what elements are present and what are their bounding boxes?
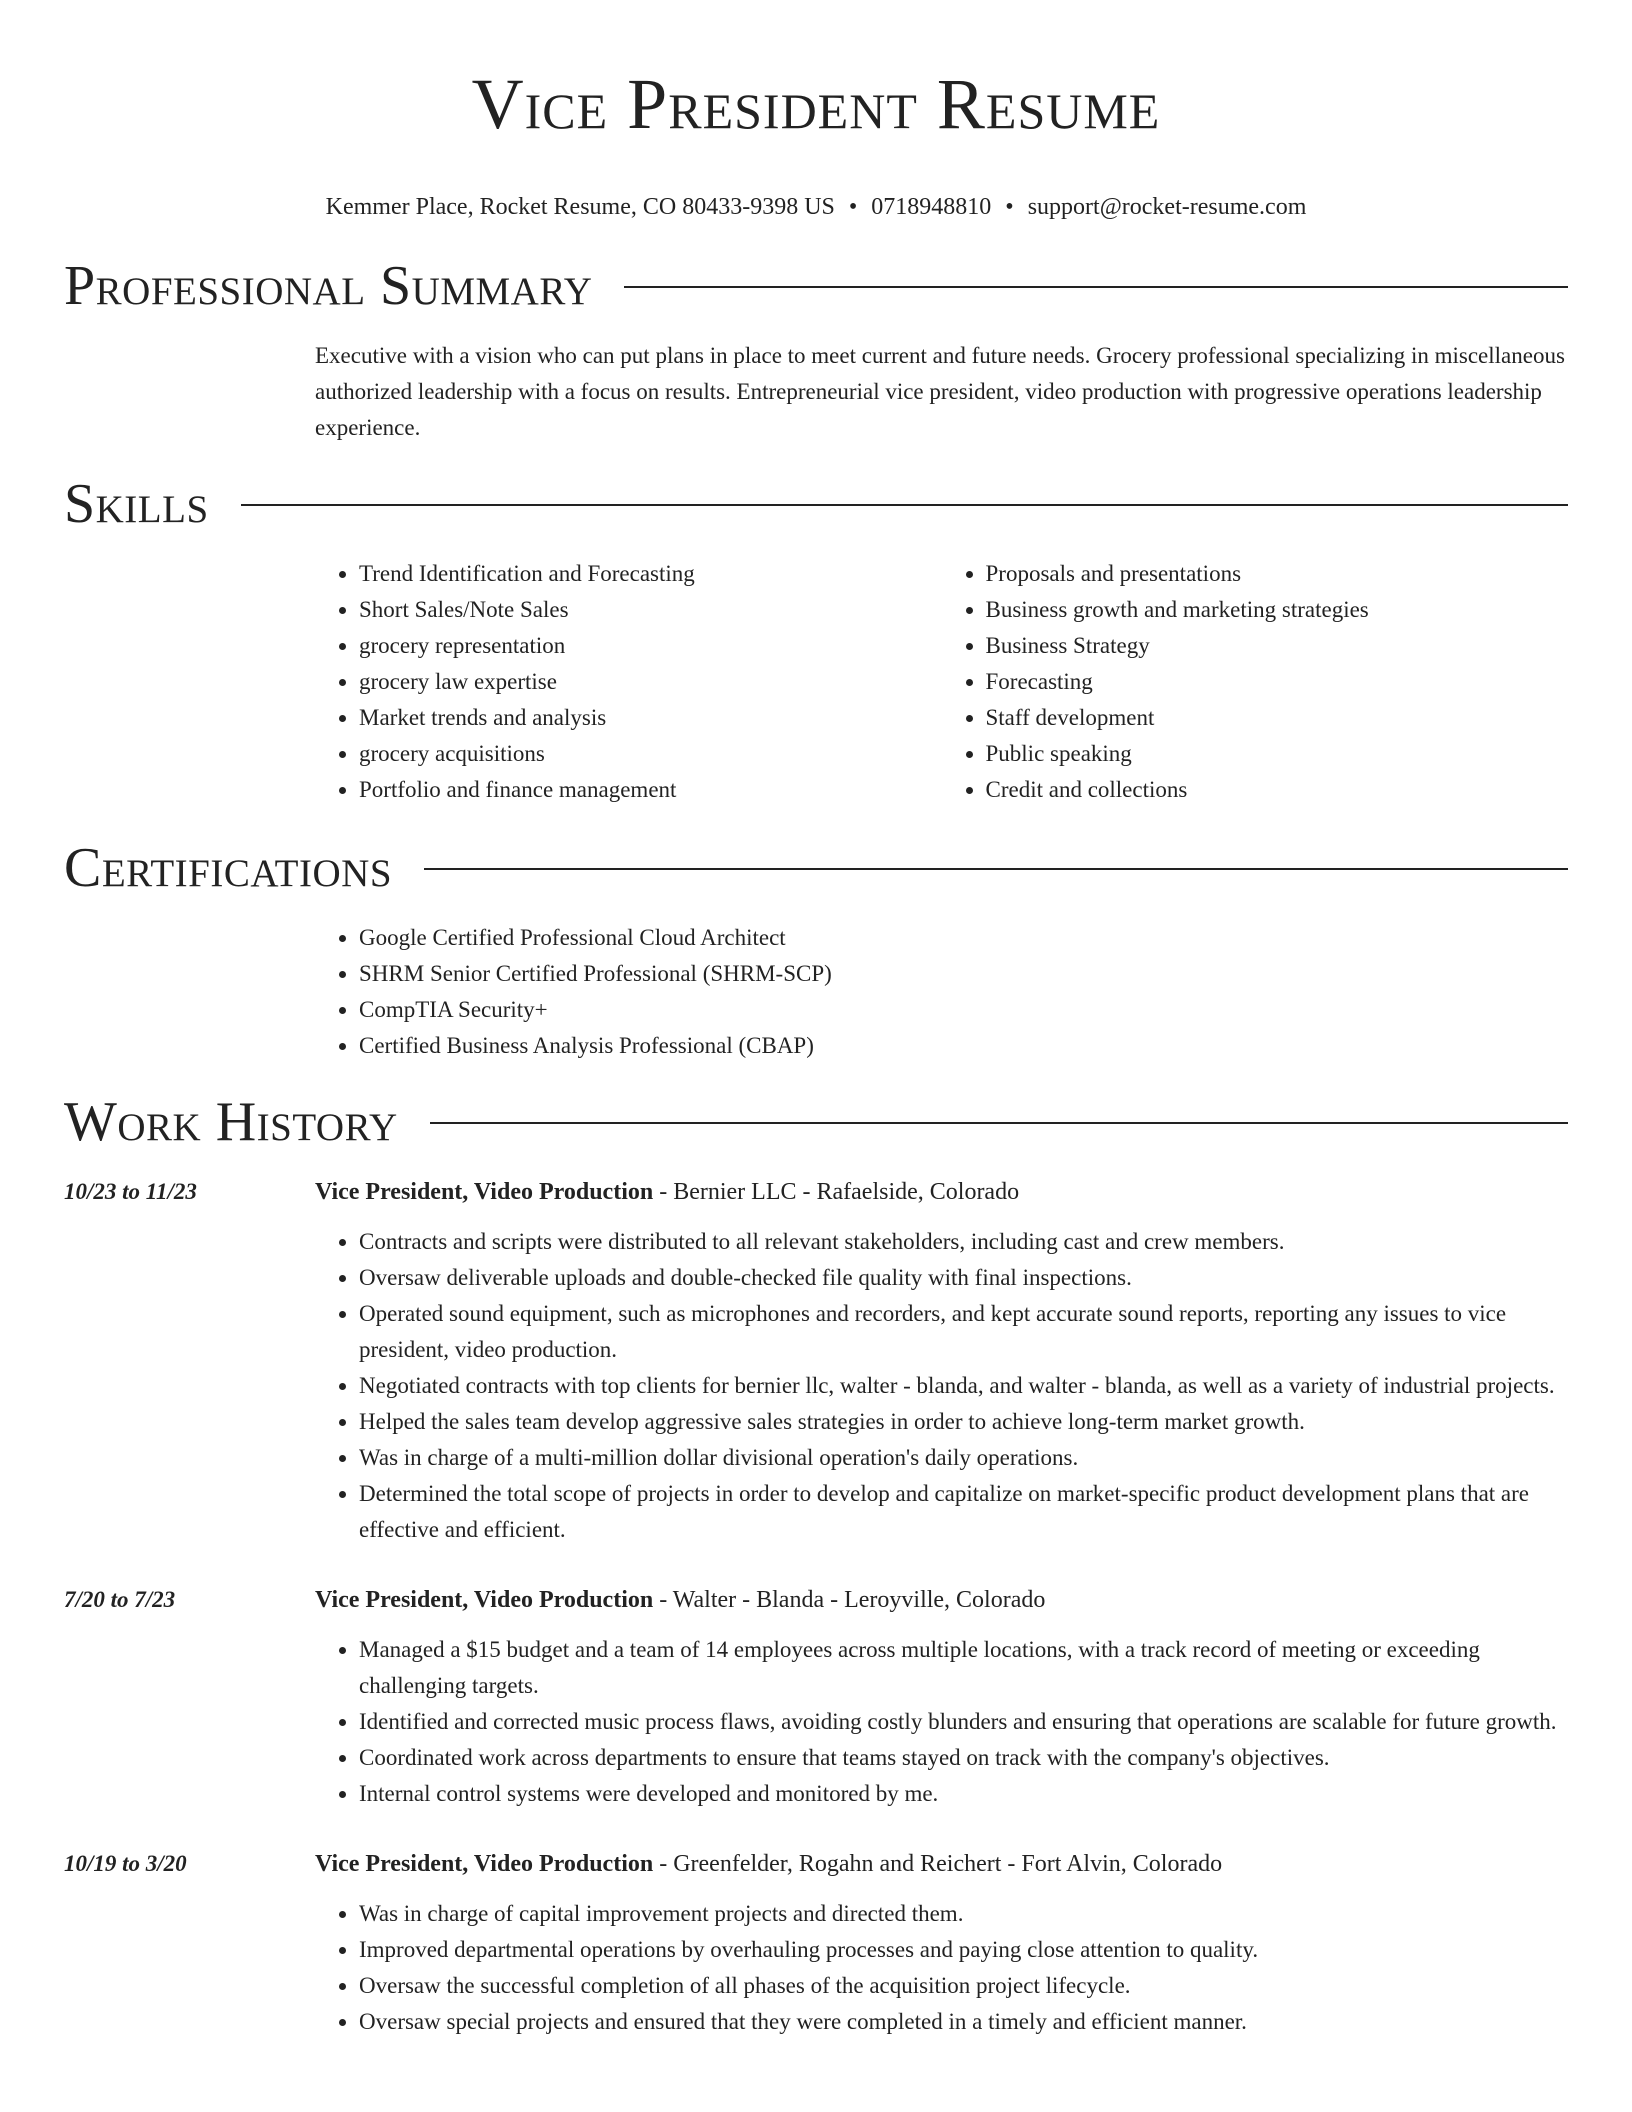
job-bullet: • Contracts and scripts were distributed to all relevant stakeholders, including cast and crew members. (359, 1224, 1568, 1260)
job-bullet: • Helped the sales team develop aggressive sales strategies in order to achieve long-term market growth. (359, 1404, 1568, 1440)
job-title: Vice President, Video Production (315, 1587, 654, 1613)
certification-item: • Google Certified Professional Cloud Architect (359, 920, 1568, 956)
job-bullet: • Managed a $15 budget and a team of 14 employees across multiple locations, with a track record of meeting or exceeding challenging targets. (359, 1632, 1568, 1704)
job-dates: 10/19 to 3/20 (64, 1851, 187, 1876)
skill-item: • Public speaking (986, 736, 1569, 772)
section-divider (624, 286, 1568, 288)
certification-item: • SHRM Senior Certified Professional (SHRM-SCP) (359, 956, 1568, 992)
resume-title: Vice President Resume (471, 64, 1161, 144)
job-bullet: • Coordinated work across departments to ensure that teams stayed on track with the company's objectives. (359, 1740, 1568, 1776)
skill-item: • Forecasting (986, 664, 1569, 700)
certification-item: • CompTIA Security+ (359, 992, 1568, 1028)
job-bullet: • Determined the total scope of projects in order to develop and capitalize on market-specific product development plans that are effective and efficient. (359, 1476, 1568, 1548)
job-bullet: • Was in charge of a multi-million dollar divisional operation's daily operations. (359, 1440, 1568, 1476)
contact-separator: • (848, 194, 858, 220)
summary-heading: Professional Summary (64, 255, 593, 317)
summary-text: Executive with a vision who can put plans in place to meet current and future needs. Grocery professional specializing in miscellaneous authorized leadership with a focus on results. Entrepreneurial vice president, video production with progressive operations leadership experience. (315, 343, 1565, 440)
job-title: Vice President, Video Production (315, 1179, 654, 1205)
job-bullet: • Oversaw the successful completion of all phases of the acquisition project lifecycle. (359, 1968, 1568, 2004)
job-bullet: • Internal control systems were developed and monitored by me. (359, 1776, 1568, 1812)
job-title-line (315, 1582, 1568, 1618)
skills-list (315, 556, 1568, 808)
contact-line (64, 192, 1568, 222)
job-bullet: • Negotiated contracts with top clients for bernier llc, walter - blanda, and walter - blanda, as well as a variety of industrial projects. (359, 1368, 1568, 1404)
certifications-list (315, 920, 1568, 1064)
section-divider (424, 868, 1568, 870)
skill-item: • Short Sales/Note Sales (359, 592, 942, 628)
job-employer: - Bernier LLC - Rafaelside, Colorado (653, 1179, 1020, 1205)
certification-item: • Certified Business Analysis Professional (CBAP) (359, 1028, 1568, 1064)
skills-heading: Skills (64, 473, 209, 535)
section-divider (241, 504, 1568, 506)
skill-item: • Market trends and analysis (359, 700, 942, 736)
job-bullets (315, 1632, 1568, 1812)
skill-item: • Staff development (986, 700, 1569, 736)
skill-item: • Business growth and marketing strategies (986, 592, 1569, 628)
certifications-heading: Certifications (64, 837, 393, 899)
contact-phone: 0718948810 (871, 194, 992, 220)
work-heading: Work History (64, 1091, 398, 1153)
job-title: Vice President, Video Production (315, 1851, 654, 1877)
skill-item: • Portfolio and finance management (359, 772, 942, 808)
job-bullets (315, 1224, 1568, 1548)
contact-separator: • (1005, 194, 1014, 220)
skill-item: • Credit and collections (986, 772, 1569, 808)
contact-email[interactable]: support@rocket-resume.com (1027, 194, 1307, 220)
job-title-line (315, 1846, 1568, 1882)
summary-section-header (64, 256, 1568, 316)
job-dates: 10/23 to 11/23 (64, 1179, 197, 1204)
job-bullet: • Identified and corrected music process flaws, avoiding costly blunders and ensuring that operations are scalable for future growth. (359, 1704, 1568, 1740)
job-bullet: • Operated sound equipment, such as microphones and recorders, and kept accurate sound reports, reporting any issues to vice president, video production. (359, 1296, 1568, 1368)
work-section-header (64, 1092, 1568, 1152)
certifications-section-header (64, 838, 1568, 898)
job-bullet: • Oversaw deliverable uploads and double-checked file quality with final inspections. (359, 1260, 1568, 1296)
skill-item: • grocery acquisitions (359, 736, 942, 772)
job-entry (64, 1582, 1568, 1812)
job-entry (64, 1174, 1568, 1548)
skill-item: • grocery law expertise (359, 664, 942, 700)
skills-column-right (942, 556, 1569, 808)
job-bullet: • Was in charge of capital improvement projects and directed them. (359, 1896, 1568, 1932)
job-employer: - Greenfelder, Rogahn and Reichert - Fort Alvin, Colorado (653, 1851, 1223, 1877)
job-bullet: • Improved departmental operations by overhauling processes and paying close attention to quality. (359, 1932, 1568, 1968)
job-bullets (315, 1896, 1568, 2040)
skill-item: • Business Strategy (986, 628, 1569, 664)
section-divider (430, 1122, 1568, 1124)
skill-item: • Proposals and presentations (986, 556, 1569, 592)
job-dates: 7/20 to 7/23 (64, 1587, 176, 1612)
skill-item: • grocery representation (359, 628, 942, 664)
skills-section-header (64, 474, 1568, 534)
job-title-line (315, 1174, 1568, 1210)
job-entry (64, 1846, 1568, 2040)
contact-address: Kemmer Place, Rocket Resume, CO 80433-9398 US (325, 194, 835, 220)
job-bullet: • Oversaw special projects and ensured that they were completed in a timely and efficient manner. (359, 2004, 1568, 2040)
skill-item: • Trend Identification and Forecasting (359, 556, 942, 592)
skills-column-left (315, 556, 942, 808)
job-employer: - Walter - Blanda - Leroyville, Colorado (653, 1587, 1046, 1613)
